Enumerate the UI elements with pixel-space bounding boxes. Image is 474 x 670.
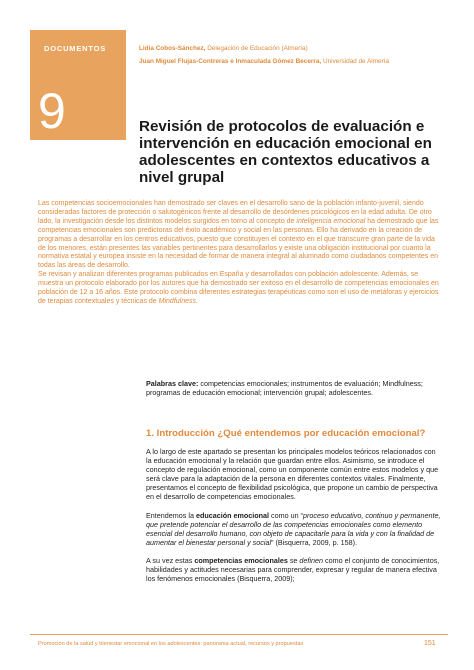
authors-line-1 <box>139 42 449 55</box>
body-p3-a: A su vez estas <box>146 555 195 565</box>
body-text <box>146 447 442 592</box>
footer-rule <box>30 634 448 635</box>
body-p2-bold: educación emocional <box>195 510 270 520</box>
body-paragraph-1: A lo largo de este apartado se presentan los principales modelos teóricos relacionados con la educación emocional y la relación que guardan entre ellos. Asimismo, se introduce el concepto de regulación emocional, como un componente común entre estos modelos y que será clave para la adaptación de la persona en diferentes contextos vitales. Finalmente, presentamos el concepto de flexibilidad psicológica, que propone un cambio de perspectiva en el desarrollo de competencias emocionales. <box>146 447 439 502</box>
abstract-p1-italic: inteligencia emocional <box>296 217 366 225</box>
section-heading: 1. Introducción ¿Qué entendemos por educación emocional? <box>146 428 426 439</box>
abstract-p2-italic: Mindfulness <box>158 297 196 305</box>
keywords-label: Palabras clave: <box>146 379 199 388</box>
abstract-paragraph-2 <box>38 271 444 307</box>
keywords-text: competencias emocionales; instrumentos de evaluación; Mindfulness; programas de educación emocional; intervención grupal; adolescentes. <box>146 379 423 397</box>
author-name-2: Juan Miguel Flujas-Contreras e Inmaculada Gómez Becerra, <box>139 58 322 65</box>
author-name-1: Lidia Cobos-Sánchez, <box>139 45 206 52</box>
abstract-p1-text-b: ha demostrado que las competencias emocionales son predictoras del éxito académico y social en las personas. Ello ha derivado en la creación de programas a desarrollar en los centros educativos, puesto que constituyen el contexto en el que transcurre gran parte de la vida de los menores, están presentes las variables pertinentes para desarrollarlos y existe una obligación institucional por cuanto la normativa estatal y europea insiste en la necesidad de formar de manera integral al alumnado como ciudadanos competentes en todas las áreas de desarrollo. <box>38 217 439 270</box>
author-affiliation-1: Delegación de Educación (Almería) <box>207 45 308 52</box>
abstract-p2-text-a: Se revisan y analizan diferentes programas publicados en España y desarrollados con población adolescente. Además, se muestra un protocolo elaborado por los autores que ha demostrado ser exitoso en el desarrollo de competencias emocionales en población de 12 a 16 años. Este protocolo combina diferentes estrategias terapéuticas como son el uso de metáforas y ejercicios de terapias contextuales y técnicas de <box>38 271 439 305</box>
body-p3-b: se <box>287 555 300 565</box>
abstract-p1-text-a: Las competencias socioemocionales han demostrado ser claves en el desarrollo sano de la población infanto-juvenil, siendo consideradas factores de protección o salutogénicos frente al desarrollo de desórdenes psicológicos en la edad adulta. De otro lado, la investigación desde los distintos modelos surgidos en torno al concepto de <box>38 200 432 225</box>
authors-block <box>139 42 449 68</box>
section-label: DOCUMENTOS <box>44 44 107 53</box>
body-p2-italic: proceso educativo, continuo y permanente, que pretende potenciar el desarrollo de las competencias emocionales como elemento esencial del desarrollo humano, con objeto de capacitarle para la vida y con la finalidad de aumentar el bienestar personal y social <box>146 510 441 547</box>
author-affiliation-2: Universidad de Almería <box>322 58 390 65</box>
body-p2-a: Entendemos la <box>146 510 196 520</box>
body-p2-b: como un “ <box>269 510 304 520</box>
keywords <box>146 379 436 397</box>
abstract <box>38 200 444 307</box>
body-p3-italic: definen <box>299 555 324 565</box>
authors-line-2 <box>139 55 449 68</box>
body-p3-c: como el conjunto de conocimientos, habilidades y actitudes necesarias para comprender, expresar y regular de manera efectiva los fenómenos emocionales (Bisquerra, 2009); <box>146 555 440 584</box>
page-number: 151 <box>424 640 436 647</box>
body-p2-c: ” (Bisquerra, 2009, p. 158). <box>271 537 357 547</box>
abstract-p2-text-b: . <box>196 297 198 305</box>
article-title: Revisión de protocolos de evaluación e intervención en educación emocional en adolescentes en contextos educativos a nivel grupal <box>139 118 432 186</box>
footer-text: Promoción de la salud y bienestar emocional en los adolescentes: panorama actual, recursos y propuestas <box>38 641 304 647</box>
body-paragraph-3 <box>146 556 442 583</box>
chapter-number: 9 <box>38 83 66 139</box>
body-p3-bold: competencias emocionales <box>194 555 288 565</box>
abstract-paragraph-1 <box>38 200 444 271</box>
body-paragraph-2 <box>146 511 442 547</box>
